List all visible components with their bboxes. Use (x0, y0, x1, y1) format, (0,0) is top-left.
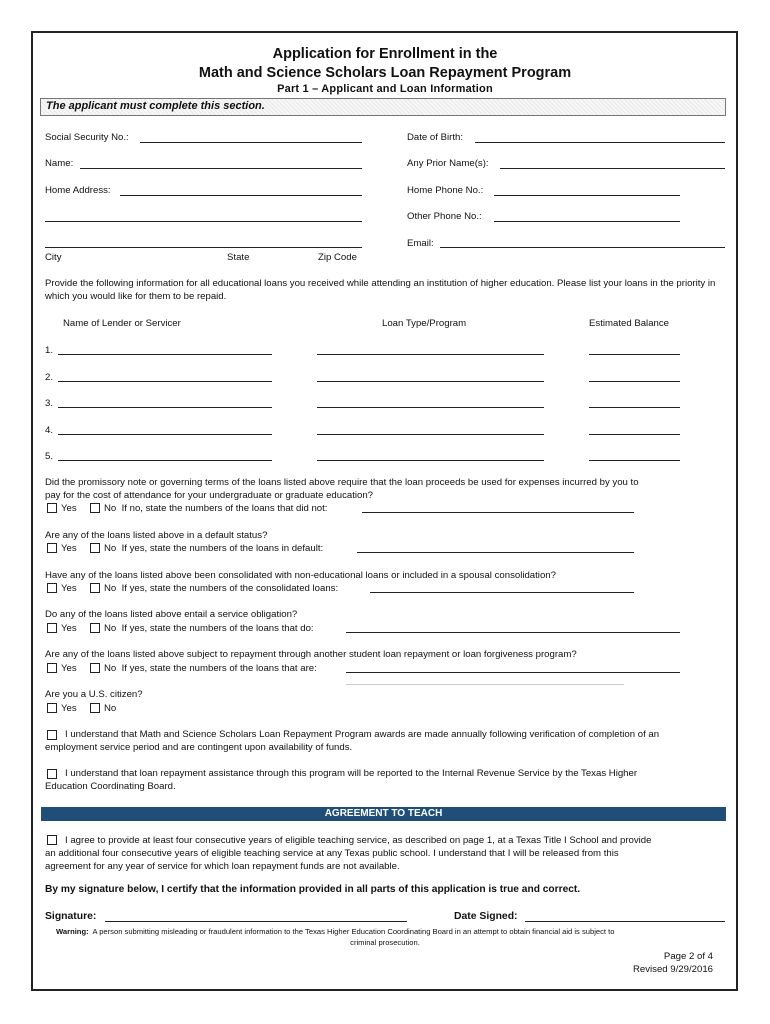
ack1-checkbox[interactable] (47, 730, 57, 740)
q3-text: Have any of the loans listed above been consolidated with non-educational loans or included in a spousal consolidation? (45, 570, 556, 581)
q1-followup-field[interactable] (362, 512, 634, 513)
home-address-field[interactable] (120, 195, 362, 196)
q1-text-line1: Did the promissory note or governing terms of the loans listed above require that the loan proceeds be used for expenses incurred by you to (45, 477, 639, 488)
loan-1-lender[interactable] (58, 354, 272, 355)
signature-label: Signature: (45, 911, 97, 922)
q2-followup-text: If yes, state the numbers of the loans in default: (121, 543, 324, 554)
agreement-heading-bar (41, 807, 726, 821)
dob-label: Date of Birth: (407, 132, 463, 143)
q5-yes-label: Yes (61, 663, 77, 674)
dob-field[interactable] (475, 142, 725, 143)
part-heading: Part 1 – Applicant and Loan Information (277, 83, 493, 95)
q3-followup-label (104, 583, 338, 595)
q5-yes-checkbox[interactable] (47, 663, 57, 673)
other-phone-field[interactable] (494, 221, 680, 222)
q2-followup-label (104, 543, 323, 555)
q1-yes-checkbox[interactable] (47, 503, 57, 513)
zip-caption: Zip Code (318, 252, 357, 263)
q6-yes-checkbox[interactable] (47, 703, 57, 713)
loan-row-number: 2. (45, 372, 54, 383)
agreement-text-line3: agreement for any year of service for which loan repayment funds are not available. (45, 861, 400, 872)
ack2-text-line1: I understand that loan repayment assistance through this program will be reported to the Internal Revenue Service by the Texas Higher (65, 768, 638, 779)
state-caption: State (227, 252, 250, 263)
q2-no-label: No (104, 543, 117, 554)
ack1-text-line2: employment service period and are contingent upon availability of funds. (45, 742, 353, 753)
q5-followup-field[interactable] (346, 672, 680, 673)
q3-no-checkbox[interactable] (90, 583, 100, 593)
q5-followup-label (104, 663, 317, 675)
title-line-1: Application for Enrollment in the (272, 46, 498, 62)
q4-yes-checkbox[interactable] (47, 623, 57, 633)
loan-row-number: 5. (45, 451, 54, 462)
q1-yes-label: Yes (61, 503, 77, 514)
home-phone-label: Home Phone No.: (407, 185, 484, 196)
loan-4-type[interactable] (317, 434, 544, 435)
loan-row-number: 1. (45, 345, 54, 356)
loan-3-balance[interactable] (589, 407, 680, 408)
loan-5-lender[interactable] (58, 460, 272, 461)
q5-text: Are any of the loans listed above subject to repayment through another student loan repayment or loan forgiveness program? (45, 649, 577, 660)
col-loan-type: Loan Type/Program (382, 318, 467, 329)
q2-yes-checkbox[interactable] (47, 543, 57, 553)
q2-no-checkbox[interactable] (90, 543, 100, 553)
q4-followup-label (104, 623, 314, 635)
section-banner (40, 98, 726, 116)
other-phone-label: Other Phone No.: (407, 211, 482, 222)
revision-date: Revised 9/29/2016 (632, 964, 713, 975)
prior-names-label: Any Prior Name(s): (407, 158, 489, 169)
loan-1-type[interactable] (317, 354, 544, 355)
q6-yes-label: Yes (61, 703, 77, 714)
home-phone-field[interactable] (494, 195, 680, 196)
loan-1-balance[interactable] (589, 354, 680, 355)
loan-5-type[interactable] (317, 460, 544, 461)
q1-text-line2: pay for the cost of attendance for your undergraduate or graduate education? (45, 490, 374, 501)
home-address-line-2[interactable] (45, 221, 362, 222)
loan-2-type[interactable] (317, 381, 544, 382)
section-banner-text: The applicant must complete this section. (46, 100, 265, 112)
city-state-zip-field[interactable] (45, 247, 362, 248)
loan-5-balance[interactable] (589, 460, 680, 461)
q4-followup-field[interactable] (346, 632, 680, 633)
ack2-text-line2: Education Coordinating Board. (45, 781, 176, 792)
q2-followup-field[interactable] (357, 552, 634, 553)
loan-row-number: 4. (45, 425, 54, 436)
q3-no-label: No (104, 583, 117, 594)
loans-intro: Provide the following information for all educational loans you received while attending an institution of higher education. Please list your loans in the priority in which you would like for them to be repaid. (45, 278, 716, 302)
loan-2-lender[interactable] (58, 381, 272, 382)
signature-field[interactable] (105, 921, 407, 922)
certification-statement: By my signature below, I certify that the information provided in all parts of this application is true and correct. (45, 884, 581, 895)
email-label: Email: (407, 238, 434, 249)
warning-line1 (56, 927, 614, 937)
agreement-text-line1: I agree to provide at least four consecutive years of eligible teaching service, as described on page 1, at a Texas Title I School and provide (65, 835, 652, 846)
agreement-checkbox[interactable] (47, 835, 57, 845)
q4-followup-text: If yes, state the numbers of the loans that do: (121, 623, 314, 634)
q3-followup-field[interactable] (370, 592, 634, 593)
q1-followup-text: If no, state the numbers of the loans that did not: (121, 503, 328, 514)
date-signed-label: Date Signed: (454, 911, 518, 922)
ssn-label: Social Security No.: (45, 132, 129, 143)
loan-row-number: 3. (45, 398, 54, 409)
q4-text: Do any of the loans listed above entail a service obligation? (45, 609, 298, 620)
home-address-label: Home Address: (45, 185, 111, 196)
q2-yes-label: Yes (61, 543, 77, 554)
warning-line2: criminal prosecution. (350, 938, 420, 947)
q6-no-checkbox[interactable] (90, 703, 100, 713)
prior-names-field[interactable] (500, 168, 725, 169)
warning-label: Warning: (56, 927, 89, 936)
name-field[interactable] (80, 168, 362, 169)
ack2-checkbox[interactable] (47, 769, 57, 779)
loan-4-lender[interactable] (58, 434, 272, 435)
col-lender: Name of Lender or Servicer (63, 318, 181, 329)
email-field[interactable] (440, 247, 725, 248)
faint-divider (346, 684, 624, 685)
loan-3-type[interactable] (317, 407, 544, 408)
loan-3-lender[interactable] (58, 407, 272, 408)
loan-4-balance[interactable] (589, 434, 680, 435)
q5-no-label: No (104, 663, 117, 674)
q2-text: Are any of the loans listed above in a default status? (45, 530, 268, 541)
q1-followup-label (104, 503, 327, 515)
name-label: Name: (45, 158, 74, 169)
q5-followup-text: If yes, state the numbers of the loans that are: (121, 663, 317, 674)
ssn-field[interactable] (140, 142, 362, 143)
page-number: Page 2 of 4 (663, 951, 713, 962)
date-signed-field[interactable] (525, 921, 725, 922)
ack1-text-line1: I understand that Math and Science Scholars Loan Repayment Program awards are made annually following verification of completion of an (65, 729, 660, 740)
city-caption: City (45, 252, 62, 263)
q4-no-checkbox[interactable] (90, 623, 100, 633)
q6-text: Are you a U.S. citizen? (45, 689, 143, 700)
q4-yes-label: Yes (61, 623, 77, 634)
q5-no-checkbox[interactable] (90, 663, 100, 673)
q4-no-label: No (104, 623, 117, 634)
loan-2-balance[interactable] (589, 381, 680, 382)
q1-no-label: No (104, 503, 117, 514)
q1-no-checkbox[interactable] (90, 503, 100, 513)
q3-yes-label: Yes (61, 583, 77, 594)
col-balance: Estimated Balance (589, 318, 669, 329)
q3-yes-checkbox[interactable] (47, 583, 57, 593)
q6-no-label: No (104, 703, 117, 714)
title-line-2: Math and Science Scholars Loan Repayment Program (198, 65, 572, 81)
warning-text: A person submitting misleading or fraudulent information to the Texas Higher Education Coordinating Board in an attempt to obtain financial aid is subject to (92, 927, 615, 936)
agreement-heading: AGREEMENT TO TEACH (324, 808, 443, 819)
q3-followup-text: If yes, state the numbers of the consolidated loans: (121, 583, 339, 594)
agreement-text-line2: an additional four consecutive years of eligible teaching service at any Texas public school. I understand that I will be released from this (45, 848, 619, 859)
